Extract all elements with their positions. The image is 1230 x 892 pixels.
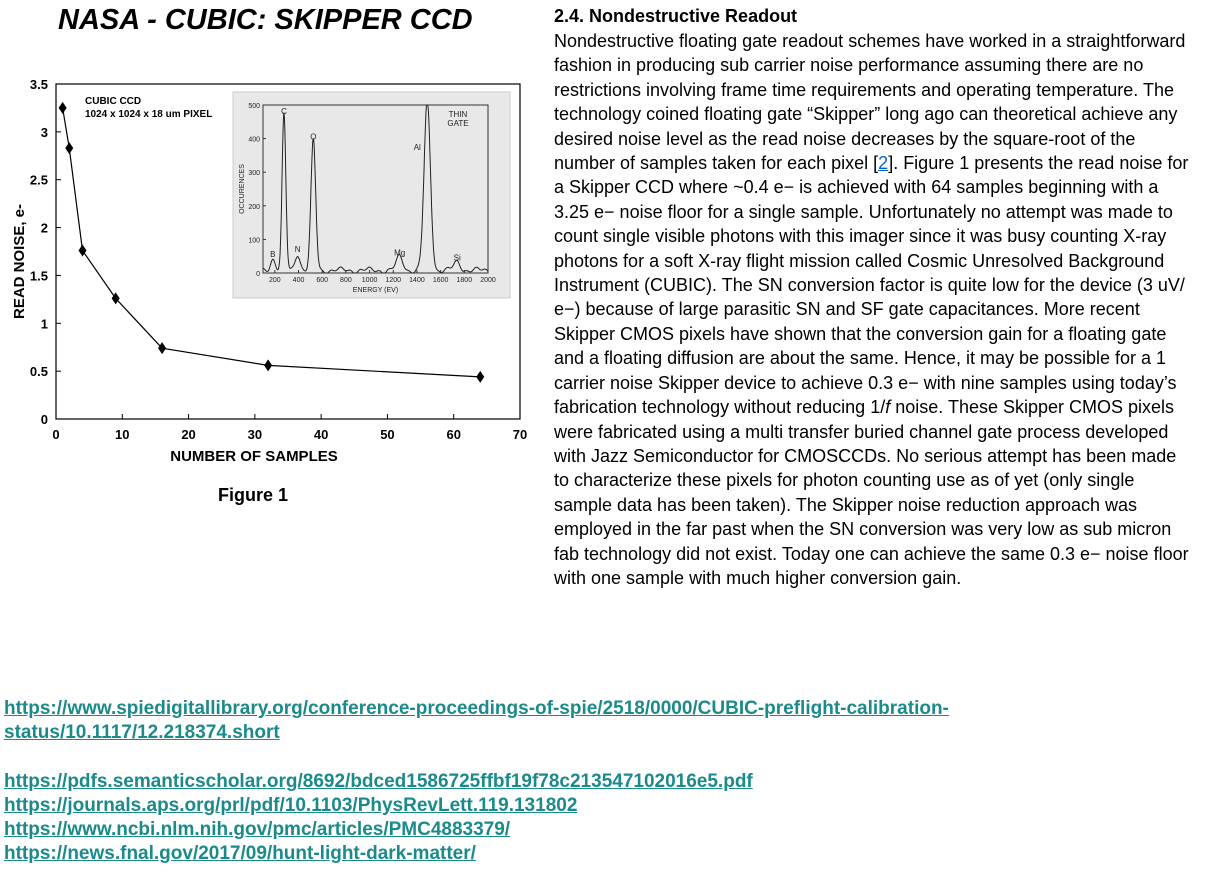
figure-caption: Figure 1	[218, 485, 289, 505]
link-semanticscholar[interactable]: https://pdfs.semanticscholar.org/8692/bdced1586725ffbf19f78c213547102016e5.pdf	[4, 770, 753, 792]
inset-x-axis-label: ENERGY (EV)	[352, 287, 399, 294]
inset-peak-label: C	[281, 106, 287, 116]
x-tick-label: 50	[380, 427, 395, 442]
y-tick-label: 0.5	[29, 364, 48, 380]
inset-y-tick-label: 0	[256, 271, 260, 278]
inset-y-tick-label: 400	[248, 136, 260, 144]
inset-y-tick-label: 100	[248, 237, 260, 245]
x-tick-label: 20	[181, 427, 196, 442]
inset-y-tick-label: 200	[248, 203, 260, 211]
inset-x-tick-label: 200	[268, 277, 281, 284]
body-part-2: ]. Figure 1 presents the read noise for a Skipper CCD where ~0.4 e− is achieved with 64 samples beginning with a 3.25 e− noise floor for a single sample. Unfortunately no attempt was made to count single visible photons with this imager since it was busy counting X-ray photons for a soft X-ray flight mission called Cosmic Unresolved Background Instrument (CUBIC). The SN conversion factor is quite low for the device (3 uV/ e−) because of large parasitic SN and SF gate capacitances. More recent Skipper CMOS pixels have shown that the conversion gain for a floating gate and a floating diffusion are about the same. Hence, it may be possible for a 1 carrier noise Skipper device to achieve 0.3 e− with nine samples using today’s fabrication technology without reducing 1/	[554, 153, 1189, 418]
x-tick-label: 70	[512, 427, 528, 442]
read-noise-chart	[0, 70, 540, 480]
inset-peak-label: Mg	[394, 248, 406, 258]
links-gap	[4, 746, 1104, 770]
italic-f: f	[885, 397, 891, 418]
inset-peak-label: N	[294, 245, 301, 255]
inset-peak-label: O	[310, 132, 317, 142]
y-tick-label: 1	[40, 316, 48, 332]
inset-peak-label: Al	[413, 143, 421, 152]
body-part-1: Nondestructive floating gate readout schemes have worked in a straightforward fashion in producing sub carrier noise performance assuming there are no restrictions involving frame time requirements and operating temperature. The technology coined floating gate “Skipper” long ago can theoretical achieve any desired noise level as the read noise decreases by the square-root of the number of samples taken for each pixel [	[554, 31, 1186, 174]
inset-x-tick-label: 600	[316, 277, 329, 284]
section-heading: 2.4. Nondestructive Readout	[554, 6, 798, 26]
inset-y-tick-label: 300	[248, 170, 260, 178]
page-title: NASA - CUBIC: SKIPPER CCD	[58, 4, 473, 36]
inset-x-tick-label: 400	[292, 277, 305, 284]
inset-peak-label: Si	[453, 253, 461, 263]
inset-y-tick-label: 500	[248, 103, 260, 110]
chart-annotation-name: CUBIC CCD	[85, 96, 142, 107]
y-tick-label: 1.5	[29, 268, 48, 284]
x-tick-label: 30	[247, 427, 263, 442]
inset-x-tick-label: 1400	[409, 277, 425, 284]
body-part-3: noise. These Skipper CMOS pixels were fabricated using a multi transfer buried channel gate process developed with Jazz Semiconductor for CMOSCCDs. No serious attempt has been made to characterize these pixels for photon counting use as of yet (only single sample data has been taken). The Skipper noise reduction approach was employed in the far past when the SN conversion was very low as sub micron fab technology did not exist. Today one can achieve the same 0.3 e− noise floor with one sample with much higher conversion gain.	[554, 397, 1189, 588]
link-fnal[interactable]: https://news.fnal.gov/2017/09/hunt-light-dark-matter/	[4, 843, 476, 865]
section-body	[554, 29, 1194, 590]
data-point	[59, 102, 67, 114]
inset-x-tick-label: 1200	[385, 277, 402, 284]
link-aps[interactable]: https://journals.aps.org/prl/pdf/10.1103/PhysRevLett.119.131802	[4, 794, 578, 816]
y-tick-label: 3.5	[29, 77, 48, 92]
y-tick-label: 3	[40, 124, 48, 140]
y-tick-label: 0	[40, 412, 48, 427]
reference-links	[4, 697, 1104, 867]
inset-x-tick-label: 800	[340, 277, 352, 284]
chart-annotation-pixel: 1024 x 1024 x 18 um PIXEL	[85, 109, 213, 120]
inset-legend-gate: GATE	[447, 119, 469, 128]
y-tick-label: 2.5	[29, 172, 48, 188]
inset-peak-label: B	[270, 250, 276, 260]
x-tick-label: 40	[313, 427, 329, 442]
y-axis-label: READ NOISE, e-	[11, 203, 28, 320]
data-point	[65, 142, 73, 154]
x-tick-label: 0	[52, 427, 60, 442]
inset-y-axis-label: OCCURENCES	[239, 164, 246, 214]
x-tick-label: 60	[446, 427, 461, 442]
data-point	[476, 371, 484, 383]
read-noise-svg	[0, 70, 540, 480]
data-point	[158, 342, 166, 354]
reference-link-2[interactable]: 2	[878, 153, 889, 174]
data-point	[264, 359, 272, 371]
link-ncbi[interactable]: https://www.ncbi.nlm.nih.gov/pmc/articles/PMC4883379/	[4, 819, 511, 841]
link-spie[interactable]: https://www.spiedigitallibrary.org/conference-proceedings-of-spie/2518/0000/CUBIC-preflight-calibration-status/10.1117/12.218374.short	[4, 698, 949, 744]
inset-x-tick-label: 1800	[456, 277, 473, 284]
x-axis-label: NUMBER OF SAMPLES	[170, 448, 338, 465]
x-tick-label: 10	[115, 427, 130, 442]
inset-x-tick-label: 1600	[432, 277, 449, 284]
inset-x-tick-label: 2000	[480, 277, 496, 284]
inset-legend-thin: THIN	[448, 110, 468, 119]
y-tick-label: 2	[40, 220, 48, 236]
inset-x-tick-label: 1000	[361, 277, 378, 284]
